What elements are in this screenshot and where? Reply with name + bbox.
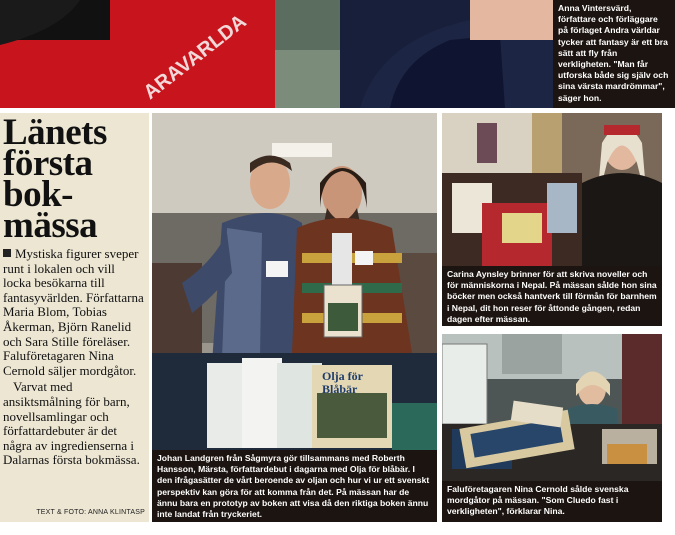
photo-bottom-right [442, 334, 662, 481]
photo-bottom-right-illustration [442, 334, 662, 481]
article-paragraph-1 [3, 247, 146, 378]
article-byline: TEXT & FOTO: ANNA KLINTASP [36, 509, 145, 516]
bullet-square-icon [3, 249, 11, 257]
article-headline: Länets första bok- mässa [3, 112, 107, 246]
book-title-line-1: Olja för [322, 369, 363, 383]
article-paragraph-1-text: Mystiska figurer sveper runt i lokalen och vill locka besökarna till fantasyvärlden. Författarna Maria Blom, Tobias Åkerman, Björn Ranelid och Sara Stille föreläser. Faluföretagaren Nina Cernold säljer mordgåtor. [3, 246, 144, 378]
photo-right-middle [442, 113, 662, 266]
photo-top-banner [0, 0, 553, 108]
caption-bottom-right [442, 481, 662, 522]
article-body [3, 247, 146, 468]
caption-top-right [553, 0, 675, 108]
photo-center-illustration [152, 113, 437, 450]
caption-bottom-right-text: Faluföretagaren Nina Cernold sålde svenska mordgåtor på mässan. "Som Cluedo fast i verkligheten", förklarar Nina. [447, 484, 629, 517]
caption-center [152, 450, 437, 522]
photo-center-authors [152, 113, 437, 450]
caption-center-text: Johan Landgren från Sågmyra gör tillsammans med Roberth Hansson, Märsta, författardebut i dagarna med Olja för blåbär. I den ifrågasätter de vårt beroende av oljan och hur vi ur ett svenskt perspektiv kan göra för att komma från det. På mässan har de ännu bara en prototyp av boken att visa då den riktiga boken ännu inte landat från tryckeriet. [157, 453, 430, 520]
article-column [0, 113, 149, 522]
photo-right-middle-illustration [442, 113, 662, 266]
article-paragraph-2: Varvat med ansiktsmålning för barn, novellsamlingar och författardebuter är det några av ingredienserna i Dalarnas första bokmässa. [3, 379, 140, 468]
banner-text: ARAVARLDA [139, 10, 251, 104]
caption-right-middle-text: Carina Aynsley brinner för att skriva noveller och för människorna i Nepal. På mässan sålde hon sina böcker men också hantverk till förmån för barnhem i Nepal, dit hon reser för åttonde gången, redan dagen efter mässan. [447, 269, 657, 324]
caption-top-right-text: Anna Vintersvärd, författare och förläggare på förlaget Andra världar tycker att fantasy är ett bra sätt att fly från verkligheten. "Man får utforska både sig själv och sina värsta mardrömmar", säger hon. [558, 3, 669, 103]
caption-right-middle [442, 266, 662, 326]
book-title-line-2: Blåbär [322, 382, 358, 396]
photo-top-banner-illustration [0, 0, 553, 108]
